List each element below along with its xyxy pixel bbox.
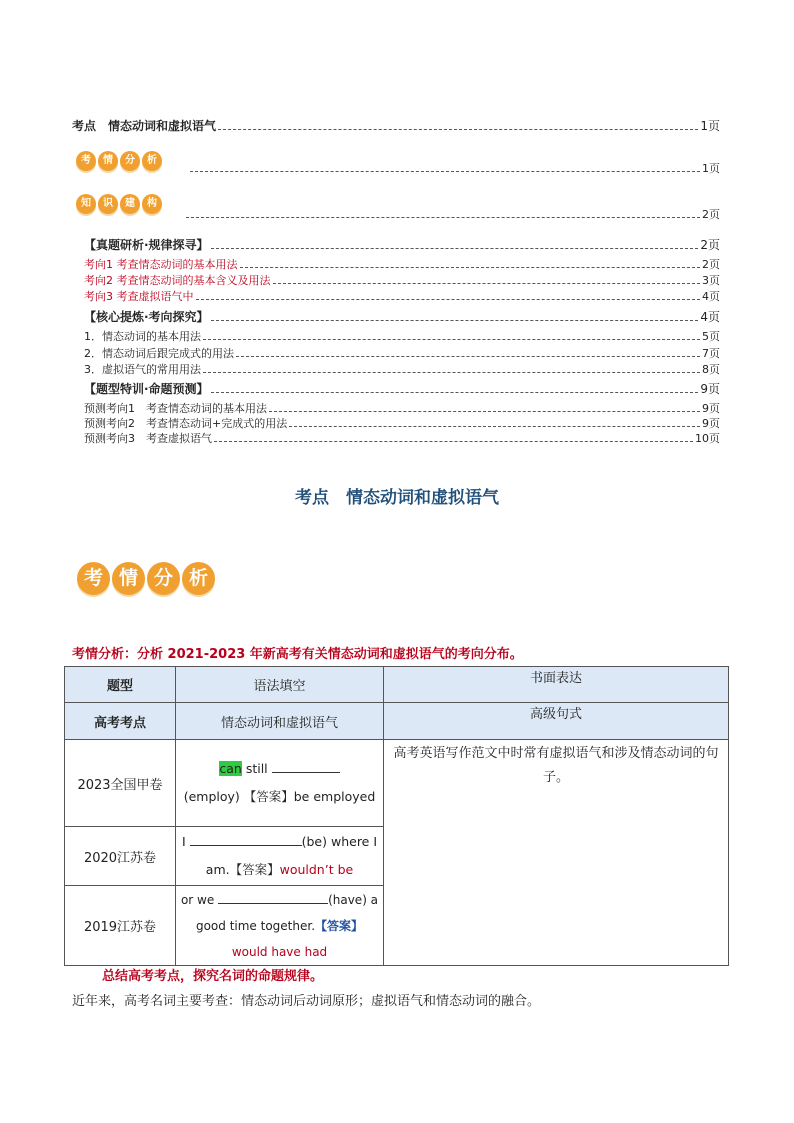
- toc-analysis-entry[interactable]: [188, 160, 720, 176]
- table-row-question: or we (have) a good time together.【答案】 would have had: [176, 886, 384, 966]
- toc-section-8[interactable]: 【题型特训·命题预测】 9页: [84, 382, 720, 396]
- blank: [272, 772, 340, 773]
- toc-main-entry[interactable]: [72, 117, 720, 134]
- table-point-writing: 高级句式: [384, 703, 729, 740]
- table-header-type: 题型: [65, 667, 176, 703]
- table-row-year: 2020江苏卷: [65, 827, 176, 886]
- toc-leader: [218, 129, 698, 130]
- toc-knowledge-entry[interactable]: [184, 206, 720, 222]
- toc-section-9[interactable]: 预测考向1 考查情态动词的基本用法 9页: [84, 402, 720, 415]
- toc-section-10[interactable]: 预测考向2 考查情态动词+完成式的用法 9页: [84, 417, 720, 430]
- table-writing-note: 高考英语写作范文中时常有虚拟语气和涉及情态动词的句子。: [384, 740, 729, 966]
- toc-section-2[interactable]: 考向2 考查情态动词的基本含义及用法 3页: [84, 274, 720, 287]
- toc-section-5[interactable]: 1．情态动词的基本用法 5页: [84, 330, 720, 343]
- page-title: 考点 情态动词和虚拟语气: [295, 488, 499, 508]
- toc-page: 1页: [702, 162, 720, 175]
- highlight-word: can: [219, 761, 242, 776]
- toc-section-4[interactable]: 【核心提炼·考向探究】 4页: [84, 310, 720, 324]
- exam-analysis-table: [64, 666, 729, 966]
- toc-section-3[interactable]: 考向3 考查虚拟语气中 4页: [84, 290, 720, 303]
- toc-page: 1页: [700, 119, 720, 133]
- blank: [218, 903, 328, 904]
- table-header-point: 高考考点: [65, 703, 176, 740]
- table-header-grammar: 语法填空: [176, 667, 384, 703]
- analysis-section-badge: 考 情 分 析: [77, 562, 215, 595]
- toc-page: 2页: [702, 208, 720, 221]
- table-row-question: can still (employ) 【答案】be employed: [176, 740, 384, 827]
- toc-section-0[interactable]: 【真题研析·规律探寻】 2页: [84, 238, 720, 252]
- analysis-badge-small[interactable]: 考 情 分 析: [76, 151, 162, 171]
- table-row-year: 2023全国甲卷: [65, 740, 176, 827]
- toc-section-11[interactable]: 预测考向3 考查虚拟语气 10页: [84, 432, 720, 445]
- toc-leader: [186, 217, 700, 218]
- table-row-year: 2019江苏卷: [65, 886, 176, 966]
- blank: [190, 845, 302, 846]
- toc-leader: [190, 171, 700, 172]
- table-point-grammar: 情态动词和虚拟语气: [176, 703, 384, 740]
- toc-main-label: 考点 情态动词和虚拟语气: [72, 119, 217, 133]
- analysis-heading: 考情分析：分析 2021-2023 年新高考有关情态动词和虚拟语气的考向分布。: [72, 647, 523, 662]
- toc-section-6[interactable]: 2．情态动词后跟完成式的用法 7页: [84, 347, 720, 360]
- knowledge-badge-small[interactable]: 知 识 建 构: [76, 194, 162, 214]
- summary-title: 总结高考考点，探究名词的命题规律。: [102, 969, 324, 984]
- summary-text: 近年来，高考名词主要考查：情态动词后动词原形；虚拟语气和情态动词的融合。: [72, 994, 541, 1009]
- toc-section-7[interactable]: 3．虚拟语气的常用用法 8页: [84, 363, 720, 376]
- table-row-question: I (be) where I am.【答案】wouldn’t be: [176, 827, 384, 886]
- table-header-writing: 书面表达: [384, 667, 729, 703]
- toc-section-1[interactable]: 考向1 考查情态动词的基本用法 2页: [84, 258, 720, 271]
